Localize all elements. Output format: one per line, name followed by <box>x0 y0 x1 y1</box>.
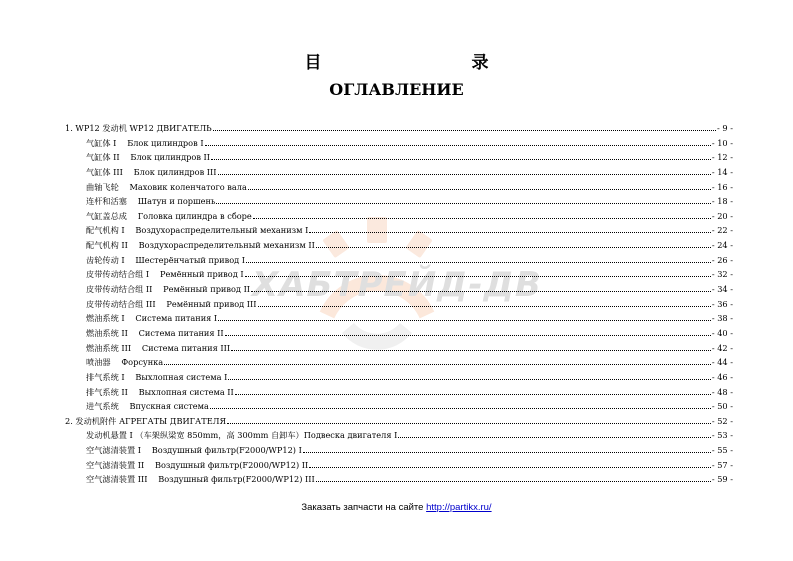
toc-entry[interactable] <box>65 355 733 370</box>
toc-entry-page: - 10 - <box>711 137 733 148</box>
page-title-russian: ОГЛАВЛЕНИЕ <box>329 80 464 99</box>
toc-entry-title: 空气滤清装置 I Воздушный фильтр(F2000/WP12) I <box>86 445 302 456</box>
toc-entry[interactable] <box>65 428 733 443</box>
toc-leader-dots <box>213 121 716 131</box>
toc-leader-dots <box>205 136 711 146</box>
toc-entry-title: 配气机构 I Воздухораспределительный механизм I <box>86 225 309 236</box>
toc-entry-title: 进气系统 Впускная система <box>86 401 209 412</box>
toc-leader-dots <box>227 414 711 424</box>
toc-entry-title: 连杆和活塞 Шатун и поршень <box>86 196 216 207</box>
toc-entry-title: 曲轴飞轮 Маховик коленчатого вала <box>86 181 247 192</box>
toc-entry[interactable] <box>65 165 733 180</box>
toc-entry[interactable] <box>65 443 733 458</box>
toc-entry-page: - 57 - <box>711 459 733 470</box>
toc-entry-page: - 38 - <box>711 313 733 324</box>
toc-entry-title: 2. 发动机附件 АГРЕГАТЫ ДВИГАТЕЛЯ <box>65 415 227 426</box>
toc-entry-title: 喷油器 Форсунка <box>86 357 164 368</box>
toc-leader-dots <box>258 297 711 307</box>
toc-entry-title: 排气系统 II Выхлопная система II <box>86 386 234 397</box>
toc-leader-dots <box>218 311 711 321</box>
toc-leader-dots <box>164 355 711 365</box>
toc-leader-dots <box>210 399 711 409</box>
toc-leader-dots <box>218 165 711 175</box>
toc-leader-dots <box>253 209 711 219</box>
toc-leader-dots <box>398 428 710 438</box>
toc-leader-dots <box>248 180 711 190</box>
toc-entry[interactable] <box>65 150 733 165</box>
toc-entry[interactable] <box>65 282 733 297</box>
toc-entry-page: - 18 - <box>711 196 733 207</box>
toc-leader-dots <box>245 267 711 277</box>
toc-entry-title: 气缸体 II Блок цилиндров II <box>86 152 211 163</box>
toc-leader-dots <box>309 458 711 468</box>
toc-entry-page: - 24 - <box>711 240 733 251</box>
toc-leader-dots <box>231 341 711 351</box>
toc-leader-dots <box>246 253 711 263</box>
toc-entry-page: - 52 - <box>711 415 733 426</box>
toc-leader-dots <box>211 150 711 160</box>
toc-entry-title: 燃油系统 I Система питания I <box>86 313 218 324</box>
toc-entry[interactable] <box>65 458 733 473</box>
toc-entry[interactable] <box>65 223 733 238</box>
toc-leader-dots <box>316 238 711 248</box>
toc-entry-page: - 40 - <box>711 327 733 338</box>
toc-entry-page: - 44 - <box>711 357 733 368</box>
table-of-contents <box>65 121 733 487</box>
toc-entry-title: 空气滤清装置 III Воздушный фильтр(F2000/WP12) III <box>86 474 315 485</box>
toc-entry-title: 皮带传动结合组 III Ремённый привод III <box>86 298 257 309</box>
toc-entry[interactable] <box>65 399 733 414</box>
toc-entry-page: - 14 - <box>711 166 733 177</box>
toc-entry-page: - 16 - <box>711 181 733 192</box>
watermark-text: ХАБТРЕЙД-ДВ <box>252 265 542 305</box>
toc-entry[interactable] <box>65 267 733 282</box>
toc-entry[interactable] <box>65 341 733 356</box>
toc-entry-page: - 53 - <box>711 430 733 441</box>
toc-entry-page: - 46 - <box>711 371 733 382</box>
toc-entry-page: - 50 - <box>711 401 733 412</box>
toc-entry-title: 皮带传动结合组 I Ремённый привод I <box>86 269 244 280</box>
toc-entry-page: - 20 - <box>711 210 733 221</box>
toc-entry-page: - 42 - <box>711 342 733 353</box>
toc-entry[interactable] <box>65 385 733 400</box>
toc-entry[interactable] <box>65 414 733 429</box>
footer-text: Заказать запчасти на сайте <box>301 502 427 513</box>
toc-entry[interactable] <box>65 370 733 385</box>
toc-entry[interactable] <box>65 253 733 268</box>
toc-entry-title: 皮带传动结合组 II Ремённый привод II <box>86 284 251 295</box>
footer-link[interactable]: http://partikx.ru/ <box>426 502 492 513</box>
toc-entry-title: 排气系统 I Выхлопная система I <box>86 371 228 382</box>
toc-leader-dots <box>303 443 711 453</box>
toc-leader-dots <box>251 282 711 292</box>
toc-entry[interactable] <box>65 326 733 341</box>
toc-leader-dots <box>228 370 711 380</box>
toc-entry-page: - 32 - <box>711 269 733 280</box>
toc-leader-dots <box>309 223 710 233</box>
toc-entry-title: 发动机悬置 I （车架纵梁宽 850mm，高 300mm 自卸车）Подвеска двигателя I <box>86 430 398 441</box>
toc-entry-page: - 55 - <box>711 445 733 456</box>
toc-entry-page: - 26 - <box>711 254 733 265</box>
toc-entry-page: - 9 - <box>717 123 733 133</box>
toc-entry-title: 配气机构 II Воздухораспределительный механизм II <box>86 240 315 251</box>
toc-leader-dots <box>316 472 711 482</box>
toc-entry-title: 1. WP12 发动机 WP12 ДВИГАТЕЛЬ <box>65 123 212 133</box>
toc-entry-page: - 12 - <box>711 152 733 163</box>
toc-entry-page: - 22 - <box>711 225 733 236</box>
toc-entry[interactable] <box>65 238 733 253</box>
toc-entry-title: 燃油系统 III Система питания III <box>86 342 231 353</box>
page-title-chinese: 目 录 <box>304 53 561 73</box>
toc-entry[interactable] <box>65 472 733 487</box>
toc-leader-dots <box>235 385 711 395</box>
toc-entry-page: - 48 - <box>711 386 733 397</box>
toc-entry-title: 气缸盖总成 Головка цилиндра в сборе <box>86 210 252 221</box>
toc-entry-page: - 59 - <box>711 474 733 485</box>
toc-entry[interactable] <box>65 121 733 136</box>
toc-entry-title: 气缸体 I Блок цилиндров I <box>86 137 204 148</box>
toc-entry[interactable] <box>65 297 733 312</box>
toc-entry-title: 燃油系统 II Система питания II <box>86 327 224 338</box>
toc-entry-title: 空气滤清装置 II Воздушный фильтр(F2000/WP12) II <box>86 459 309 470</box>
toc-entry[interactable] <box>65 209 733 224</box>
toc-leader-dots <box>216 194 710 204</box>
toc-entry[interactable] <box>65 194 733 209</box>
toc-entry-title: 气缸体 III Блок цилиндров III <box>86 166 217 177</box>
toc-entry-page: - 36 - <box>711 298 733 309</box>
toc-entry-page: - 34 - <box>711 284 733 295</box>
footer <box>0 502 793 513</box>
toc-entry-title: 齿轮传动 I Шестерёнчатый привод I <box>86 254 246 265</box>
toc-entry[interactable] <box>65 311 733 326</box>
toc-entry[interactable] <box>65 180 733 195</box>
toc-leader-dots <box>225 326 711 336</box>
toc-entry[interactable] <box>65 136 733 151</box>
